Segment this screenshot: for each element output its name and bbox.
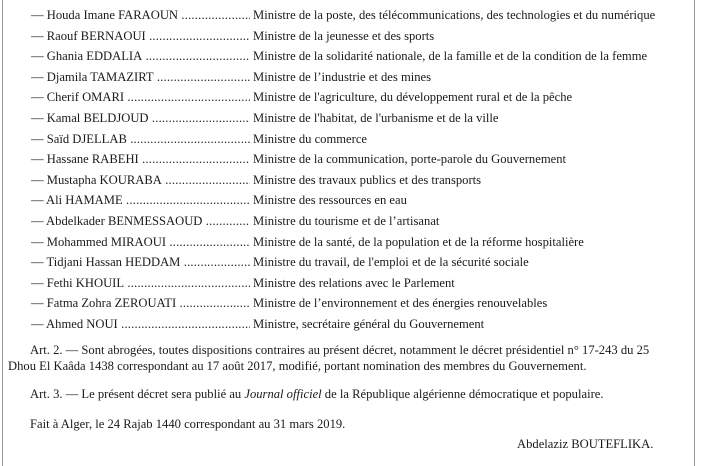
- minister-role: Ministre de la communication, porte-parole du Gouvernement: [253, 152, 566, 167]
- minister-name: — Saïd DJELLAB .....: [31, 129, 250, 150]
- minister-name: — Ghania EDDALIA .....: [31, 46, 250, 67]
- minister-row: [0, 211, 702, 232]
- minister-row: [0, 108, 702, 129]
- closing-date-line: Fait à Alger, le 24 Rajab 1440 correspondant au 31 mars 2019.: [30, 417, 346, 431]
- minister-role: Ministre de la poste, des télécommunications, des technologies et du numérique: [253, 8, 656, 22]
- minister-role: Ministre du travail, de l'emploi et de la sécurité sociale: [253, 255, 529, 270]
- minister-name: — Kamal BELDJOUD .....: [31, 108, 250, 129]
- minister-name: — Raouf BERNAOUI .....: [31, 26, 250, 47]
- journal-officiel-title: Journal officiel: [244, 387, 322, 401]
- minister-row: [0, 5, 702, 26]
- minister-role: Ministre de la solidarité nationale, de la famille et de la condition de la femme: [253, 49, 648, 64]
- minister-row: [0, 67, 702, 88]
- minister-role: Ministre de la jeunesse et des sports: [253, 28, 435, 43]
- minister-name: — Houda Imane FARAOUN .....: [31, 5, 250, 26]
- minister-name: — Mohammed MIRAOUI .....: [31, 232, 250, 253]
- minister-row: [0, 26, 702, 47]
- minister-row: [0, 129, 702, 150]
- minister-list: [0, 5, 702, 335]
- minister-name: — Cherif OMARI .....: [31, 87, 250, 108]
- minister-role: Ministre des ressources en eau: [253, 193, 407, 208]
- minister-row: [0, 87, 702, 108]
- minister-role: Ministre des travaux publics et des transports: [253, 172, 482, 187]
- minister-name: — Ahmed NOUI .....: [31, 314, 250, 335]
- minister-row: [0, 190, 702, 211]
- minister-row: [0, 46, 702, 67]
- article-2-line-1: Art. 2. — Sont abrogées, toutes dispositions contraires au présent décret, notamment le décret présidentiel n° 17-243 du 25: [30, 343, 650, 357]
- minister-role: Ministre de l’environnement et des énergies renouvelables: [253, 296, 548, 311]
- minister-role: Ministre des relations avec le Parlement: [253, 275, 455, 290]
- minister-role: Ministre, secrétaire général du Gouvernement: [253, 316, 485, 331]
- minister-name: — Ali HAMAME .....: [31, 190, 250, 211]
- minister-name: — Djamila TAMAZIRT .....: [31, 67, 250, 88]
- minister-name: — Mustapha KOURABA .....: [31, 170, 250, 191]
- minister-row: [0, 273, 702, 294]
- minister-row: [0, 314, 702, 335]
- minister-row: [0, 252, 702, 273]
- minister-name: — Fethi KHOUIL .....: [31, 273, 250, 294]
- minister-row: [0, 293, 702, 314]
- article-2-line-2: Dhou El Kaâda 1438 correspondant au 17 août 2017, modifié, portant nomination des membres du Gouvernement.: [8, 359, 587, 373]
- minister-row: [0, 149, 702, 170]
- minister-name: — Hassane RABEHI .....: [31, 149, 250, 170]
- minister-row: [0, 232, 702, 253]
- minister-role: Ministre de l’industrie et des mines: [253, 69, 432, 84]
- minister-role: Ministre du tourisme et de l’artisanat: [253, 213, 440, 228]
- minister-name: — Abdelkader BENMESSAOUD .....: [31, 211, 250, 232]
- minister-role: Ministre de l'habitat, de l'urbanisme et de la ville: [253, 110, 499, 125]
- signature: Abdelaziz BOUTEFLIKA.: [517, 437, 654, 451]
- minister-name: — Tidjani Hassan HEDDAM .....: [31, 252, 250, 273]
- minister-role: Ministre de l'agriculture, du développement rural et de la pêche: [253, 90, 573, 105]
- minister-name: — Fatma Zohra ZEROUATI .....: [31, 293, 250, 314]
- minister-role: Ministre de la santé, de la population et de la réforme hospitalière: [253, 234, 584, 249]
- minister-row: [0, 170, 702, 191]
- article-3-text-after: de la République algérienne démocratique et populaire.: [321, 387, 604, 401]
- article-3: [30, 386, 604, 402]
- article-3-text-before: Art. 3. — Le présent décret sera publié au: [30, 387, 245, 401]
- minister-role: Ministre du commerce: [253, 131, 368, 146]
